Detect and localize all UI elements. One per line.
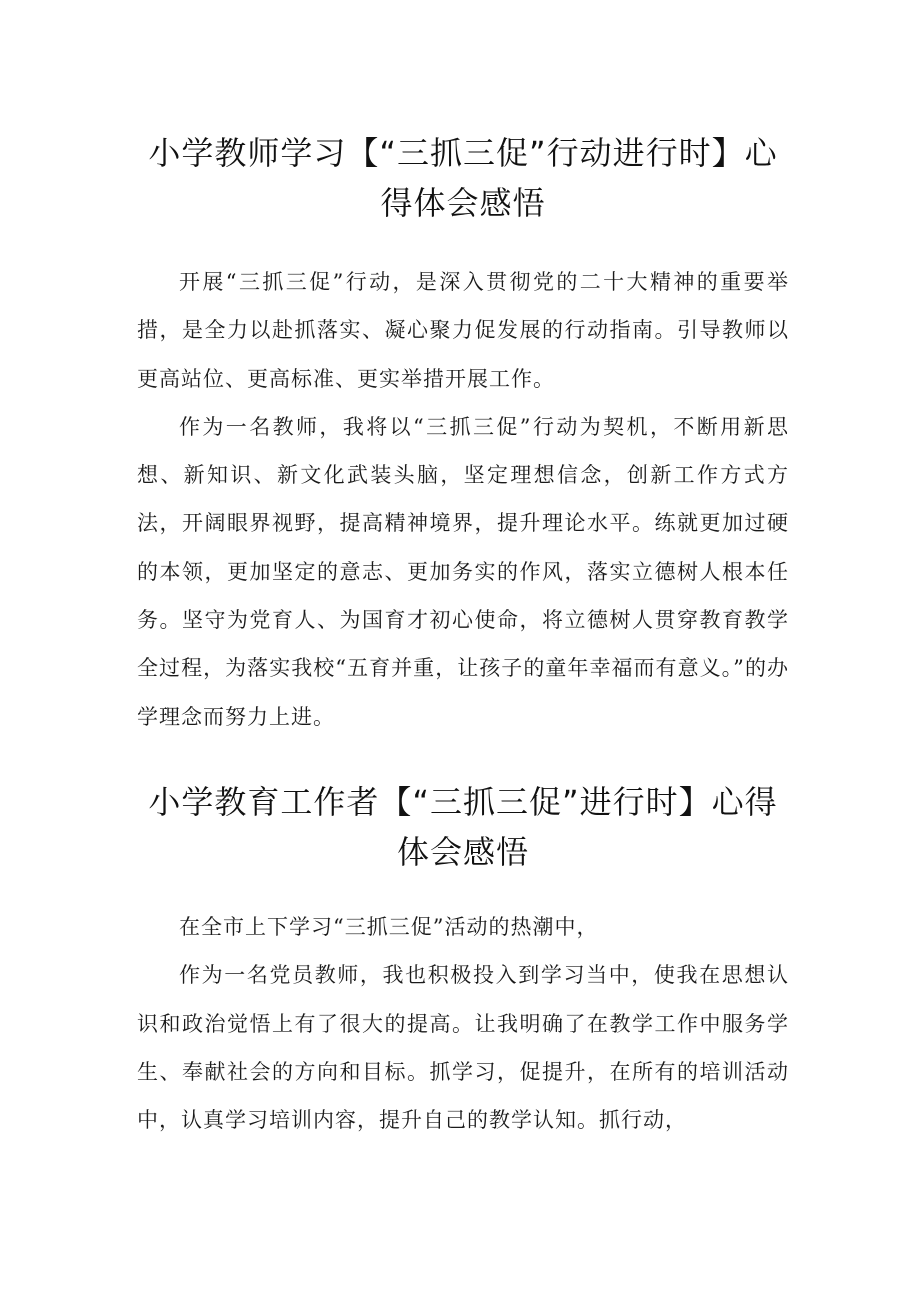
- section-2-paragraph-2: 作为一名党员教师，我也积极投入到学习当中，使我在思想认识和政治觉悟上有了很大的提高。让我明确了在教学工作中服务学生、奉献社会的方向和目标。抓学习，促提升，在所有的培训活动中，认真学习培训内容，提升自己的教学认知。抓行动，: [137, 963, 789, 1133]
- section-1-paragraph-1: 开展“三抓三促”行动，是深入贯彻党的二十大精神的重要举措，是全力以赴抓落实、凝心聚力促发展的行动指南。引导教师以更高站位、更高标准、更实举措开展工作。: [137, 270, 789, 391]
- section-1-title: 小学教师学习【“三抓三促”行动进行时】心得体会感悟: [148, 134, 778, 222]
- section-1-paragraph-2: 作为一名教师，我将以“三抓三促”行动为契机，不断用新思想、新知识、新文化武装头脑，坚定理想信念，创新工作方式方法，开阔眼界视野，提高精神境界，提升理论水平。练就更加过硬的本领，更加坚定的意志、更加务实的作风，落实立德树人根本任务。坚守为党育人、为国育才初心使命，将立德树人贯穿教育教学全过程，为落实我校“五育并重，让孩子的童年幸福而有意义。”的办学理念而努力上进。: [137, 414, 789, 729]
- section-2-title: 小学教育工作者【“三抓三促”进行时】心得体会感悟: [148, 782, 778, 871]
- document-body: [137, 128, 789, 1144]
- section-2-paragraph-1: 在全市上下学习“三抓三促”活动的热潮中，: [179, 914, 599, 939]
